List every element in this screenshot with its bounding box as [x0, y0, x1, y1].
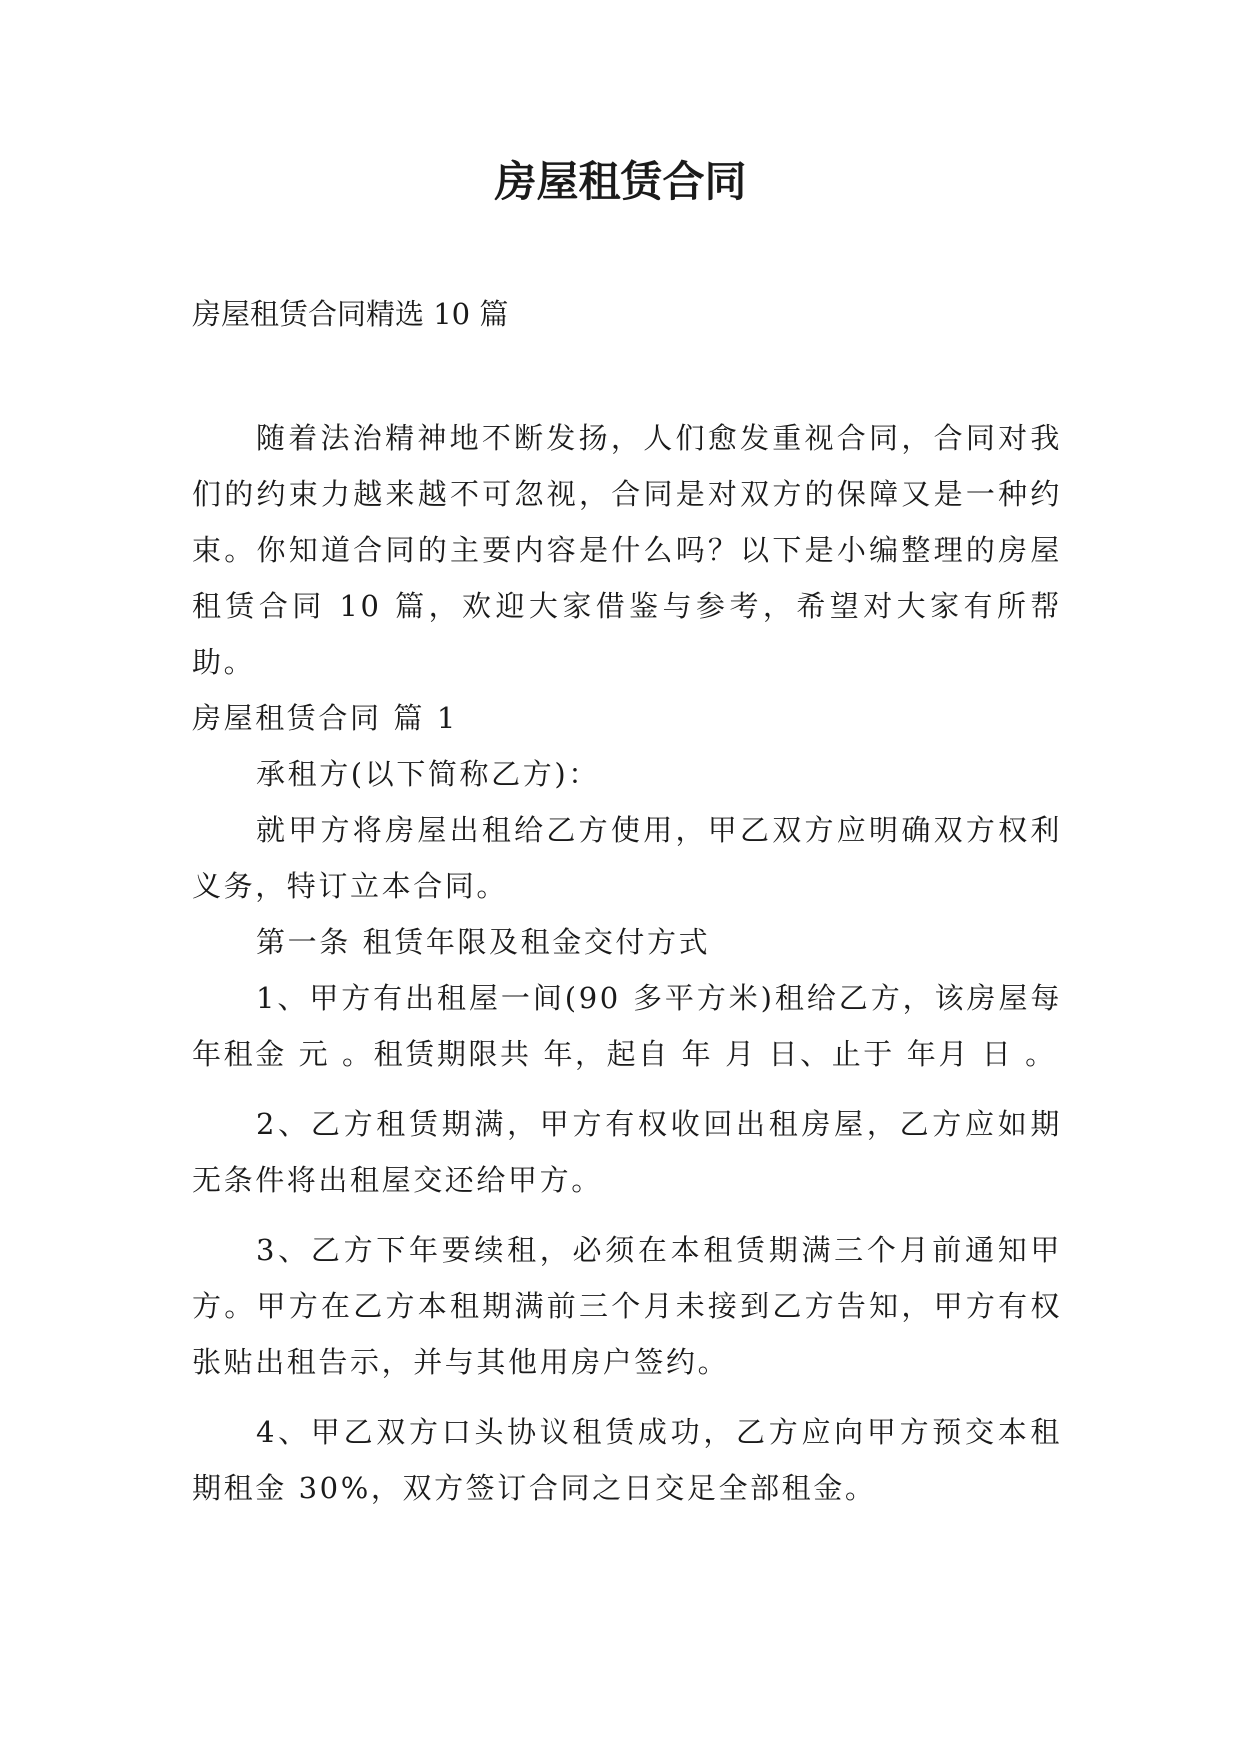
- document-title: 房屋租赁合同: [494, 157, 747, 206]
- clause-1: 1、甲方有出租屋一间(90 多平方米)租给乙方，该房屋每年租金 元 。租赁期限共 年，起自 年 月 日、止于 年月 日 。: [192, 981, 1062, 1071]
- section-heading: 房屋租赁合同 篇 1: [192, 701, 458, 735]
- document-body: [192, 410, 1062, 1516]
- clause-3: 3、乙方下年要续租，必须在本租赁期满三个月前通知甲方。甲方在乙方本租期满前三个月未接到乙方告知，甲方有权张贴出租告示，并与其他用房户签约。: [192, 1233, 1062, 1379]
- article-heading: 第一条 租赁年限及租金交付方式: [256, 925, 711, 959]
- intro-paragraph: 随着法治精神地不断发扬，人们愈发重视合同，合同对我们的约束力越来越不可忽视，合同是对双方的保障又是一种约束。你知道合同的主要内容是什么吗？以下是小编整理的房屋租赁合同 10 篇，欢迎大家借鉴与参考，希望对大家有所帮助。: [192, 421, 1062, 679]
- document-subtitle: 房屋租赁合同精选 10 篇: [192, 297, 509, 331]
- purpose-paragraph: 就甲方将房屋出租给乙方使用，甲乙双方应明确双方权利义务，特订立本合同。: [192, 813, 1062, 903]
- tenant-line: 承租方(以下简称乙方)：: [256, 757, 600, 791]
- clause-4: 4、甲乙双方口头协议租赁成功，乙方应向甲方预交本租期租金 30%，双方签订合同之日交足全部租金。: [192, 1415, 1062, 1505]
- clause-2: 2、乙方租赁期满，甲方有权收回出租房屋，乙方应如期无条件将出租屋交还给甲方。: [192, 1107, 1062, 1197]
